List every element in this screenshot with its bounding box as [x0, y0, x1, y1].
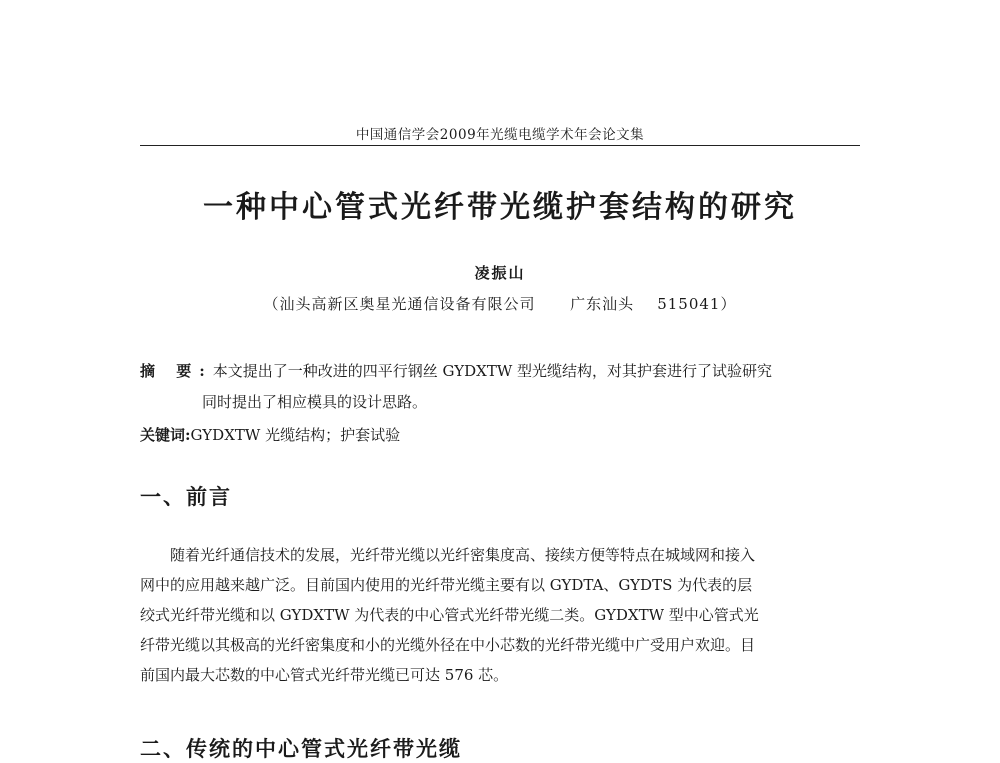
section-heading-traditional-cable: 二、传统的中心管式光纤带光缆 [140, 737, 462, 761]
author-affiliation [140, 293, 860, 314]
author-name: 凌振山 [474, 264, 526, 282]
affiliation-location: 广东汕头 [570, 295, 635, 313]
abstract [140, 356, 860, 418]
abstract-label: 摘 要: [140, 362, 213, 380]
affiliation-organization: 汕头高新区奥星光通信设备有限公司 [279, 295, 536, 313]
paragraph-line: 前国内最大芯数的中心管式光纤带光缆已可达 576 芯。 [140, 666, 509, 684]
introduction-paragraph [140, 540, 860, 690]
affiliation-open-paren: （ [263, 295, 280, 313]
keywords-text: GYDXTW 光缆结构；护套试验 [190, 426, 401, 444]
affiliation-gap [634, 295, 657, 313]
paragraph-line: 网中的应用越来越广泛。目前国内使用的光纤带光缆主要有以 GYDTA、GYDTS 为代表的层 [140, 576, 753, 594]
abstract-line-1 [140, 356, 860, 387]
keywords-label: 关键词: [140, 426, 191, 444]
running-header: 中国通信学会2009年光缆电缆学术年会论文集 [355, 127, 645, 143]
abstract-text-1: 本文提出了一种改进的四平行钢丝 GYDXTW 型光缆结构，对其护套进行了试验研究 [212, 362, 773, 380]
abstract-text-2: 同时提出了相应模具的设计思路。 [202, 393, 428, 411]
paragraph-line: 绞式光纤带光缆和以 GYDXTW 为代表的中心管式光纤带光缆二类。GYDXTW 型中心管式光 [140, 606, 759, 624]
affiliation-close-paren: ） [720, 295, 737, 313]
paragraph-line: 纤带光缆以其极高的光纤密集度和小的光缆外径在中小芯数的光纤带光缆中广受用户欢迎。目 [140, 636, 756, 654]
paper-title: 一种中心管式光纤带光缆护套结构的研究 [203, 190, 797, 225]
affiliation-postcode: 515041 [657, 295, 721, 313]
header-rule [140, 145, 860, 146]
paragraph-line: 随着光纤通信技术的发展，光纤带光缆以光纤密集度高、接续方便等特点在城域网和接入 [170, 546, 756, 564]
affiliation-gap [536, 295, 571, 313]
keywords [140, 420, 860, 450]
section-heading-introduction: 一、前言 [140, 485, 232, 509]
